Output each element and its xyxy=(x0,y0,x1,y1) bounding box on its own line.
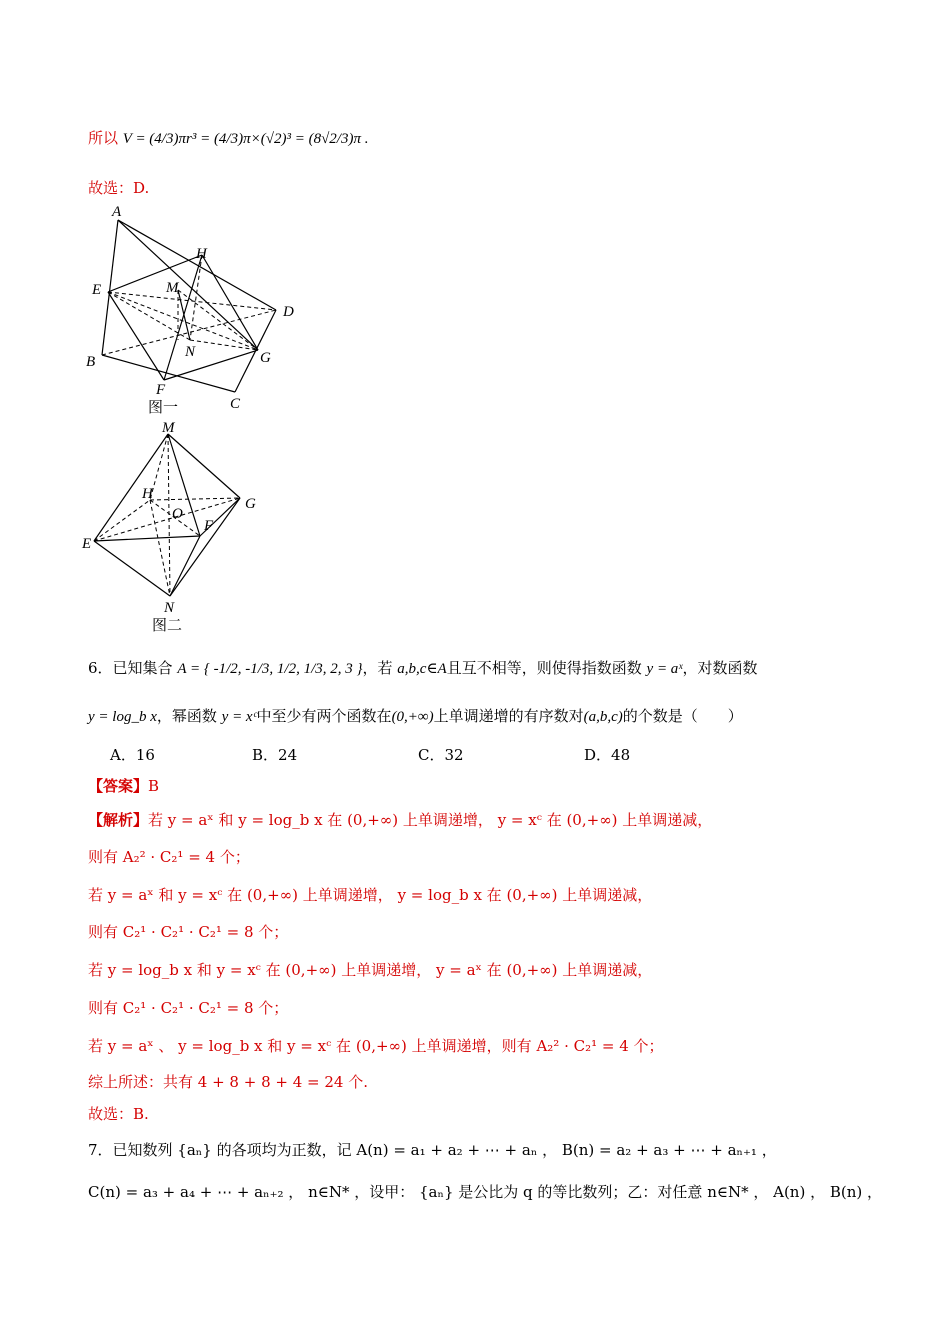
q6-pow-func: y = xᶜ xyxy=(221,709,257,725)
edge-ME xyxy=(94,434,168,541)
label-D: D xyxy=(283,304,294,320)
edge-EF xyxy=(108,292,164,380)
analysis-line-4: 则有 C₂¹ · C₂¹ · C₂¹ = 8 个； xyxy=(88,923,289,941)
dash-MN xyxy=(168,434,170,596)
edge-FN xyxy=(170,536,200,596)
q6-interval: (0,+∞) xyxy=(391,709,434,725)
q6-stem-c: 且互不相等，则使得指数函数 xyxy=(446,659,642,677)
dash-HG xyxy=(150,498,240,500)
analysis-line-1 xyxy=(88,810,712,830)
q6-tuple: (a,b,c) xyxy=(583,709,623,725)
dash-NG xyxy=(190,340,258,350)
analysis-line-8: 综上所述：共有 4 + 8 + 8 + 4 = 24 个. xyxy=(88,1073,368,1091)
volume-line xyxy=(88,128,368,149)
edge-EH xyxy=(108,255,202,292)
edge-MG xyxy=(168,434,240,498)
label-E: E xyxy=(82,536,92,552)
fig2-caption: 图二 xyxy=(152,618,183,634)
q6-line2 xyxy=(88,706,743,727)
label-B: B xyxy=(86,354,96,370)
q6-line1 xyxy=(88,658,758,679)
q7-line1: 7．已知数列 {aₙ} 的各项均为正数，记 A(n) = a₁ + a₂ + ⋯ + aₙ ， B(n) = a₂ + a₃ + ⋯ + aₙ₊₁ ， xyxy=(88,1141,777,1159)
option-a[interactable]: A．16 xyxy=(110,746,155,764)
edge-AB xyxy=(102,220,118,355)
edge-MN xyxy=(178,290,190,340)
figure-2 xyxy=(80,418,280,638)
dash-MG xyxy=(178,290,258,350)
q6-cond: a,b,c∈A xyxy=(397,661,447,677)
label-O: O xyxy=(172,506,183,522)
label-M: M xyxy=(162,420,175,436)
analysis-line-9: 故选：B. xyxy=(88,1105,149,1123)
answer-line xyxy=(88,776,159,796)
q6-stem-g: 上单调递增的有序数对 xyxy=(433,707,584,725)
q6-stem-e: ，幂函数 xyxy=(156,707,217,725)
analysis-line-3: 若 y = aˣ 和 y = xᶜ 在 (0,+∞) 上单调递增， y = log_b x 在 (0,+∞) 上单调递减， xyxy=(88,886,653,904)
label-E: E xyxy=(92,282,102,298)
volume-formula: V = (4/3)πr³ = (4/3)π×(√2)³ = (8√2/3)π . xyxy=(122,131,369,147)
dash-HN xyxy=(150,500,170,596)
q6-set: A = { -1/2, -1/3, 1/2, 1/3, 2, 3 } xyxy=(177,661,363,677)
option-d[interactable]: D．48 xyxy=(584,746,631,764)
analysis-line-2: 则有 A₂² · C₂¹ = 4 个； xyxy=(88,848,250,866)
option-b[interactable]: B．24 xyxy=(252,746,298,764)
analysis-text-1: 若 y = aˣ 和 y = log_b x 在 (0,+∞) 上单调递增， y = xᶜ 在 (0,+∞) 上单调递减， xyxy=(148,811,713,829)
label-G: G xyxy=(245,496,256,512)
analysis-label: 【解析】 xyxy=(88,811,149,829)
option-c[interactable]: C．32 xyxy=(418,746,464,764)
figure-1 xyxy=(80,200,310,420)
edge-EN xyxy=(94,541,170,596)
q6-exp-func: y = aˣ xyxy=(646,661,683,677)
volume-prefix: 所以 xyxy=(88,129,119,147)
label-F: F xyxy=(156,382,166,398)
label-M: M xyxy=(166,280,179,296)
dash-EH xyxy=(94,500,150,541)
q6-log-func: y = log_b x xyxy=(88,709,157,725)
q6-stem-h: 的个数是（ ） xyxy=(622,707,743,725)
q6-stem-b: ，若 xyxy=(362,659,393,677)
label-H: H xyxy=(142,486,153,502)
fig1-caption: 图一 xyxy=(148,400,179,416)
q6-stem-f: 中至少有两个函数在 xyxy=(256,707,392,725)
label-H: H xyxy=(196,246,207,262)
edge-BC xyxy=(102,355,235,392)
analysis-line-7: 若 y = aˣ 、 y = log_b x 和 y = xᶜ 在 (0,+∞) 上单调递增，则有 A₂² · C₂¹ = 4 个； xyxy=(88,1037,664,1055)
label-C: C xyxy=(230,396,241,412)
answer-value: B xyxy=(148,777,160,795)
label-N: N xyxy=(185,344,196,360)
edge-FH xyxy=(164,255,202,380)
label-F: F xyxy=(204,518,214,534)
edge-HG xyxy=(202,255,258,350)
analysis-line-6: 则有 C₂¹ · C₂¹ · C₂¹ = 8 个； xyxy=(88,999,289,1017)
edge-AD xyxy=(118,220,276,310)
prev-conclusion: 故选：D. xyxy=(88,179,150,197)
analysis-line-5: 若 y = log_b x 和 y = xᶜ 在 (0,+∞) 上单调递增， y = aˣ 在 (0,+∞) 上单调递减， xyxy=(88,961,653,979)
label-G: G xyxy=(260,350,271,366)
q6-stem-a: 6．已知集合 xyxy=(88,659,173,677)
answer-label: 【答案】 xyxy=(88,777,149,795)
q6-stem-d: ，对数函数 xyxy=(682,659,758,677)
dash-EG xyxy=(108,292,258,350)
label-A: A xyxy=(112,204,122,220)
label-N: N xyxy=(164,600,175,616)
q7-line2: C(n) = a₃ + a₄ + ⋯ + aₙ₊₂ ， n∈N* ，设甲： {aₙ} 是公比为 q 的等比数列；乙：对任意 n∈N* ， A(n) ， B(n) ， xyxy=(88,1183,883,1201)
